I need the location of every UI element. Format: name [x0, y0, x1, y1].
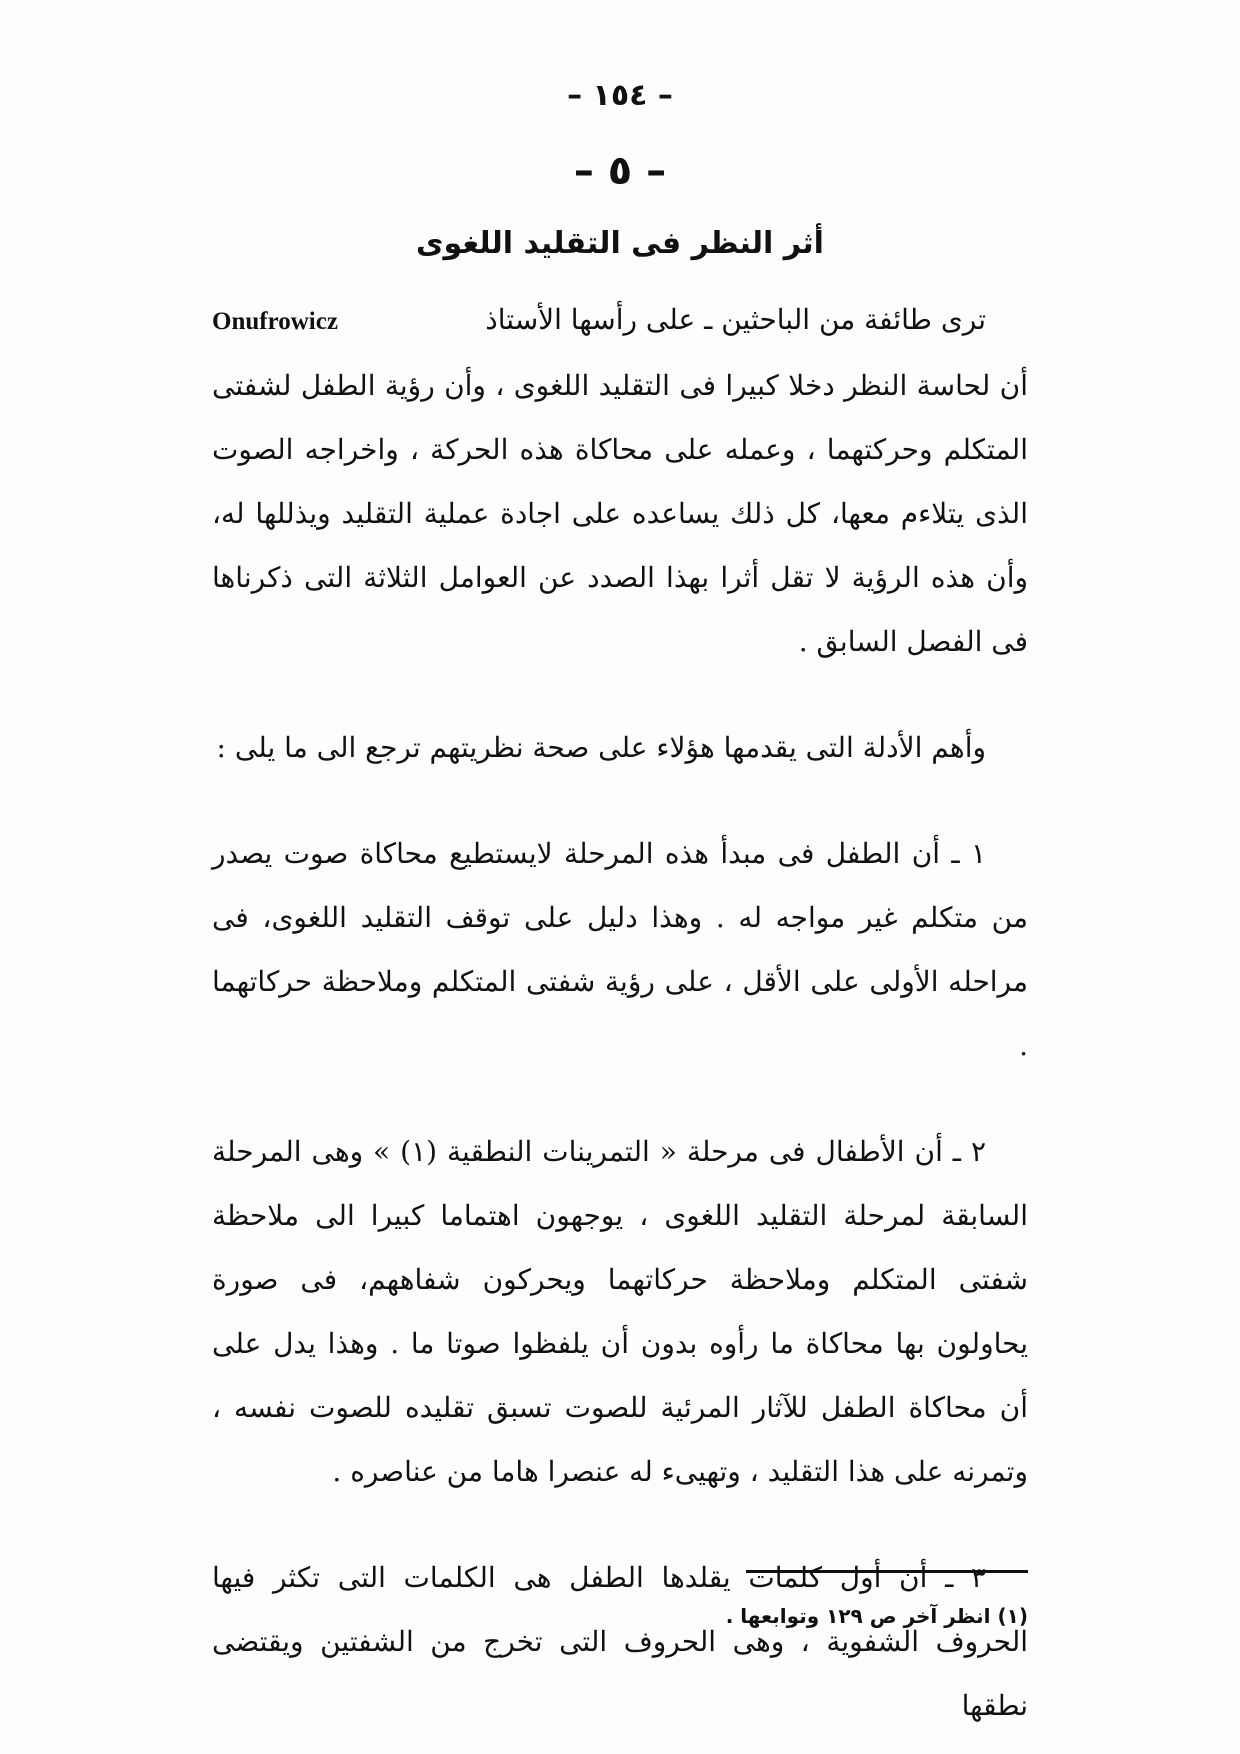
paragraph-1 [212, 288, 1028, 674]
paragraph-1-rest: أن لحاسة النظر دخلا كبيرا فى التقليد اللغوى ، وأن رؤية الطفل لشفتى المتكلم وحركتهما ، وعمله على محاكاة هذه الحركة ، واخراجه الصوت الذى يتلاءم معها، كل ذلك يساعده على اجادة عملية التقليد ويذللها له، وأن هذه الرؤية لا تقل أثرا بهذا الصدد عن العوامل الثلاثة التى ذكرناها فى الفصل السابق . [212, 369, 1028, 658]
page-number: – ١٥٤ – [567, 78, 673, 113]
paragraph-1-start: ترى طائفة من الباحثين ـ على رأسها الأستاذ [485, 303, 986, 336]
paragraph-3: ١ ـ أن الطفل فى مبدأ هذه المرحلة لايستطيع محاكاة صوت يصدر من متكلم غير مواجه له . وهذا دليل على توقف التقليد اللغوى، فى مراحله الأولى على الأقل ، على رؤية شفتى المتكلم وملاحظة حركاتهما . [212, 837, 1028, 1062]
paragraph-5: ٣ ـ أن أول كلمات يقلدها الطفل هى الكلمات التى تكثر فيها الحروف الشفوية ، وهى الحروف التى تخرج من الشفتين ويقتضى نطقها [212, 1561, 1028, 1722]
footnote: (١) انظر آخر ص ١٢٩ وتوابعها . [725, 1604, 1028, 1628]
paragraph-1-first-line [212, 288, 1028, 354]
chapter-number: – ٥ – [573, 148, 667, 194]
body-text [212, 288, 1028, 1738]
footnote-divider [746, 1570, 1028, 1573]
chapter-title: أثر النظر فى التقليد اللغوى [416, 226, 824, 261]
paragraph-4: ٢ ـ أن الأطفال فى مرحلة « التمرينات النطقية (١) » وهى المرحلة السابقة لمرحلة التقليد اللغوى ، يوجهون اهتماما كبيرا الى ملاحظة شفتى المتكلم وملاحظة حركاتهما ويحركون شفاههم، فى صورة يحاولون بها محاكاة ما رأوه بدون أن يلفظوا صوتا ما . وهذا يدل على أن محاكاة الطفل للآثار المرئية للصوت تسبق تقليده للصوت نفسه ، وتمرنه على هذا التقليد ، وتهيىء له عنصرا هاما من عناصره . [212, 1135, 1028, 1488]
paragraph-2: وأهم الأدلة التى يقدمها هؤلاء على صحة نظريتهم ترجع الى ما يلى : [216, 731, 986, 764]
author-name: Onufrowicz [212, 308, 338, 335]
